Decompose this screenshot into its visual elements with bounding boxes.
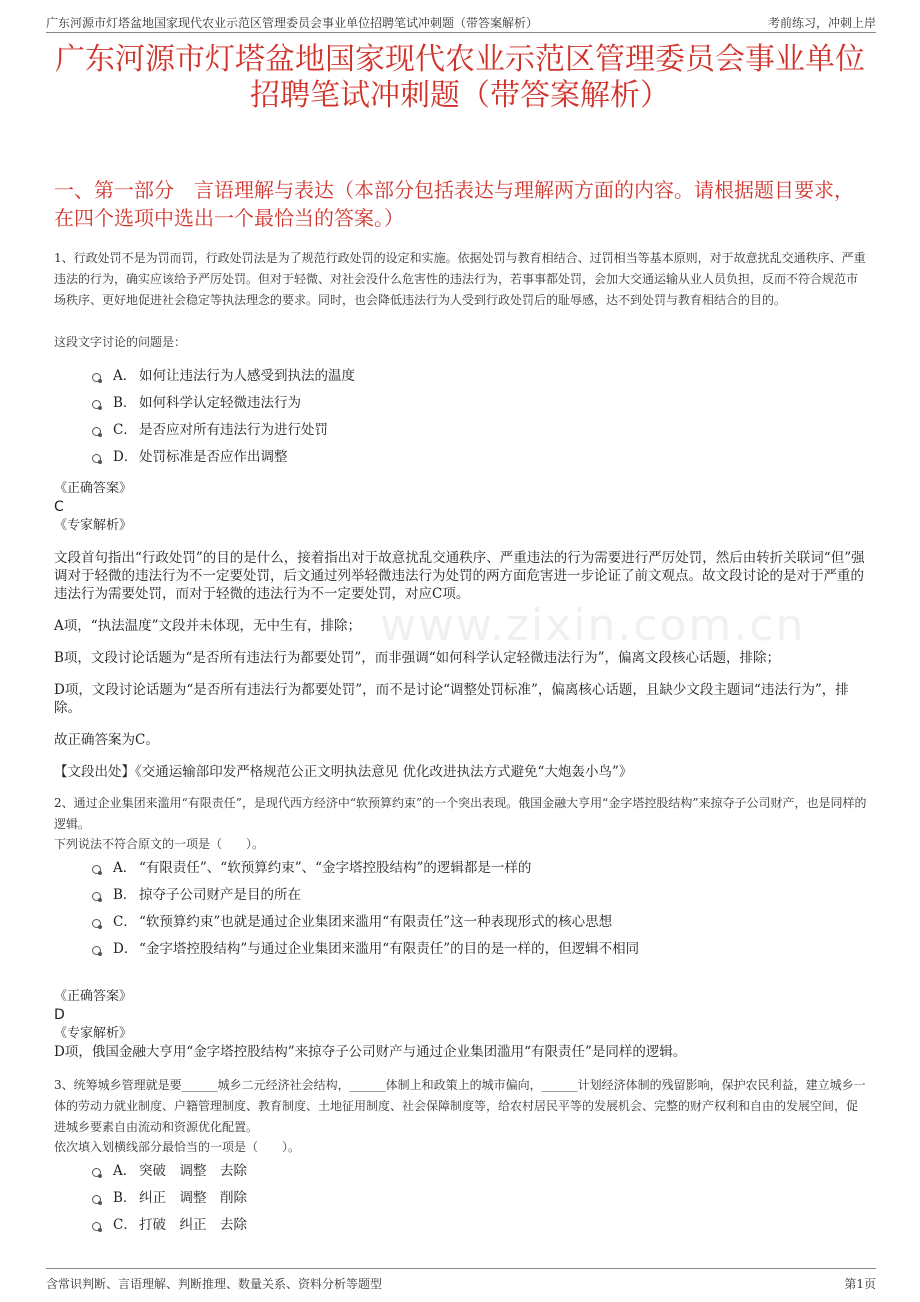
- question-3-prompt: 依次填入划横线部分最恰当的一项是（ ）。: [54, 1140, 301, 1154]
- question-2-text: 2、通过企业集团来滥用“有限责任”，是现代西方经济中“软预算约束”的一个突出表现。俄国金融大亨用“金字塔控股结构”来掠夺子公司财产，也是同样的逻辑。: [54, 796, 867, 831]
- question-2-option-c[interactable]: C． “软预算约束”也就是通过企业集团来滥用“有限责任”这一种表现形式的核心思想: [54, 909, 868, 936]
- footer-question-types: 含常识判断、言语理解、判断推理、数量关系、资料分析等题型: [46, 1277, 383, 1291]
- question-3-option-c[interactable]: C． 打破 纠正 去除: [54, 1212, 868, 1239]
- header-doc-name: 广东河源市灯塔盆地国家现代农业示范区管理委员会事业单位招聘笔试冲刺题（带答案解析）: [46, 16, 539, 30]
- question-3: [54, 1075, 868, 1239]
- question-1-option-d[interactable]: D． 处罚标准是否应作出调整: [54, 444, 868, 471]
- header-slogan: 考前练习，冲刺上岸: [767, 16, 876, 30]
- question-1-option-a[interactable]: A． 如何让违法行为人感受到执法的温度: [54, 363, 868, 390]
- page-footer: [46, 1268, 876, 1295]
- question-1-answer-label: 《正确答案》: [54, 481, 133, 496]
- question-3-text: 3、统筹城乡管理就是要______城乡二元经济社会结构，______体制上和政策上的城市偏向，______计划经济体制的残留影响，保护农民利益，建立城乡一体的劳动力就业制度、户籍管理制度、教育制度、土地征用制度、社会保障制度等，给农村居民平等的发展机会、完整的财产权利和自由的发展空间，促进城乡要素自由流动和资源优化配置。: [54, 1078, 866, 1134]
- radio-icon[interactable]: [92, 400, 101, 409]
- question-3-options: [54, 1158, 868, 1239]
- question-1-analysis-paragraph: D项，文段讨论话题为“是否所有违法行为都要处罚”，而不是讨论“调整处罚标准”，偏离核心话题，且缺少文段主题词“违法行为”，排除。: [54, 682, 849, 716]
- questions-content: [54, 248, 868, 1239]
- question-1-answer: C: [54, 499, 64, 515]
- question-2: [54, 793, 868, 1061]
- radio-icon[interactable]: [92, 919, 101, 928]
- page-header: [46, 8, 876, 33]
- question-2-option-d[interactable]: D． “金字塔控股结构”与通过企业集团来滥用“有限责任”的目的是一样的，但逻辑不相同: [54, 936, 868, 963]
- question-3-option-b[interactable]: B． 纠正 调整 削除: [54, 1185, 868, 1212]
- radio-icon[interactable]: [92, 427, 101, 436]
- document-title: [40, 42, 880, 114]
- question-1-option-c[interactable]: C． 是否应对所有违法行为进行处罚: [54, 417, 868, 444]
- question-2-option-a[interactable]: A． “有限责任”、“软预算约束”、“金字塔控股结构”的逻辑都是一样的: [54, 855, 868, 882]
- question-2-options: [54, 855, 868, 963]
- radio-icon[interactable]: [92, 892, 101, 901]
- radio-icon[interactable]: [92, 1222, 101, 1231]
- question-1-source: 【文段出处】《交通运输部印发严格规范公正文明执法意见 优化改进执法方式避免“大炮轰小鸟”》: [54, 764, 633, 780]
- radio-icon[interactable]: [92, 946, 101, 955]
- question-2-analysis-label: 《专家解析》: [54, 1026, 133, 1041]
- radio-icon[interactable]: [92, 865, 101, 874]
- question-2-option-b[interactable]: B． 掠夺子公司财产是目的所在: [54, 882, 868, 909]
- question-2-prompt: 下列说法不符合原文的一项是（ ）。: [54, 837, 265, 851]
- document-title-line-2: 招聘笔试冲刺题（带答案解析）: [250, 78, 670, 113]
- radio-icon[interactable]: [92, 1168, 101, 1177]
- question-2-answer-label: 《正确答案》: [54, 989, 133, 1004]
- question-1-analysis-label: 《专家解析》: [54, 518, 133, 533]
- question-1-analysis-paragraph: 文段首句指出“行政处罚”的目的是什么，接着指出对于故意扰乱交通秩序、严重违法的行为需要进行严厉处罚，然后由转折关联词“但”强调对于轻微的违法行为不一定要处罚，后文通过列举轻微违法行为处罚的两方面危害进一步论证了前文观点。故文段讨论的是对于严重的违法行为需要处罚，而对于轻微的违法行为不一定要处罚，对应C项。: [54, 550, 865, 602]
- question-1-analysis-paragraph: B项，文段讨论话题为“是否所有违法行为都要处罚”，而非强调“如何科学认定轻微违法行为”，偏离文段核心话题，排除；: [54, 650, 781, 666]
- question-3-option-a[interactable]: A． 突破 调整 去除: [54, 1158, 868, 1185]
- radio-icon[interactable]: [92, 454, 101, 463]
- radio-icon[interactable]: [92, 1195, 101, 1204]
- radio-icon[interactable]: [92, 373, 101, 382]
- watermark: www.zixin.com.cn: [380, 600, 806, 651]
- document-title-line-1: 广东河源市灯塔盆地国家现代农业示范区管理委员会事业单位: [55, 42, 865, 77]
- footer-page-number: 第1页: [844, 1277, 876, 1291]
- question-2-answer: D: [54, 1007, 65, 1023]
- question-1: [54, 248, 868, 781]
- question-1-analysis-paragraph: 故正确答案为C。: [54, 732, 159, 748]
- question-1-prompt: 这段文字讨论的问题是：: [54, 335, 187, 349]
- question-1-analysis-paragraph: A项，“执法温度”文段并未体现，无中生有，排除；: [54, 618, 362, 634]
- question-1-option-b[interactable]: B． 如何科学认定轻微违法行为: [54, 390, 868, 417]
- question-1-options: [54, 363, 868, 471]
- section-heading: 一、第一部分 言语理解与表达（本部分包括表达与理解两方面的内容。请根据题目要求，在四个选项中选出一个最恰当的答案。）: [54, 178, 854, 230]
- question-1-text: 1、行政处罚不是为罚而罚，行政处罚法是为了规范行政处罚的设定和实施。依据处罚与教育相结合、过罚相当等基本原则，对于故意扰乱交通秩序、严重违法的行为，确实应该给予严厉处罚。但对于轻微、对社会没什么危害性的违法行为，若事事都处罚，会加大交通运输从业人员负担，反而不符合规范市场秩序、更好地促进社会稳定等执法理念的要求。同时，也会降低违法行为人受到行政处罚后的耻辱感，达不到处罚与教育相结合的目的。: [54, 251, 866, 307]
- question-2-analysis-paragraph: D项，俄国金融大亨用“金字塔控股结构”来掠夺子公司财产与通过企业集团滥用“有限责任”是同样的逻辑。: [54, 1044, 687, 1060]
